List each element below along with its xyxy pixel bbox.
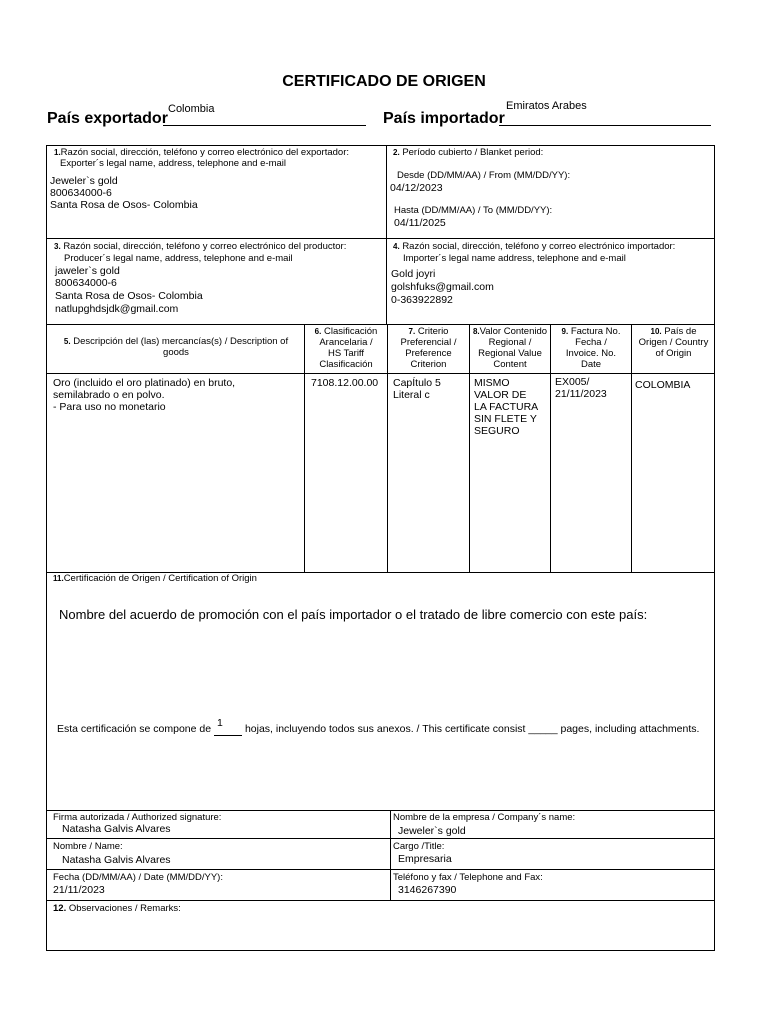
field-4-label [393,241,713,252]
hs-code-value[interactable]: 7108.12.00.00 [311,377,379,389]
title-label: Cargo /Title: [393,841,445,852]
column-label: Descripción del (las) mercancías(s) / Description of goods [73,336,289,358]
field-number: 11. [53,574,64,583]
field-number: 2. [393,148,400,157]
goods-description-line: semilabrado o en polvo. [53,389,165,401]
column-label-text: Valor Contenido [479,326,548,337]
criterion-value[interactable] [393,377,441,401]
company-name-label: Nombre de la empresa / Company´s name: [393,812,576,823]
column-label-line: Regional Value [478,348,542,359]
exporter-address[interactable]: Santa Rosa de Osos- Colombia [50,199,198,211]
column-label-text: País de [664,326,697,337]
column-header-invoice [551,326,631,370]
column-label-text: Criterio [417,326,449,337]
column-label-line: Regional / [488,337,532,348]
producer-id[interactable]: 800634000-6 [55,277,117,289]
column-header-hs-code [305,326,387,370]
invoice-value[interactable] [555,376,607,400]
period-to-value[interactable]: 04/11/2025 [394,217,446,229]
field-12-label-text: Observaciones / Remarks: [68,903,181,914]
divider [46,238,715,239]
field-number: 3. [54,242,61,251]
field-1-label [54,147,384,158]
column-label-line: Fecha / [575,337,607,348]
pages-count-value: 1 [217,717,223,729]
pages-statement [57,717,712,736]
column-header-description [50,336,302,358]
phone-value[interactable]: 3146267390 [398,884,457,896]
column-label-line: of Origin [655,348,692,359]
name-label: Nombre / Name: [53,841,123,852]
column-label-line [632,326,715,337]
field-number: 1. [54,148,61,157]
exporter-country-value[interactable]: Colombia [168,103,215,115]
pages-statement-post: hojas, incluyendo todos sus anexos. / This certificate consist _____ pages, including attachments. [244,723,700,735]
field-11-label [53,573,257,584]
field-1-label-es: Razón social, dirección, teléfono y correo electrónico del exportador: [60,147,349,158]
field-number: 10. [650,327,662,336]
field-11-label-text: Certificación de Origen / Certification of Origin [63,573,257,584]
page-title: CERTIFICADO DE ORIGEN [282,73,486,90]
column-label-line [551,326,631,337]
regional-value-content[interactable] [474,377,538,437]
field-12-label [53,903,181,914]
rvc-line: MISMO [474,377,510,389]
pages-count-field[interactable] [214,717,242,736]
divider [46,373,715,374]
importer-email[interactable]: golshfuks@gmail.com [391,281,494,293]
column-label-line: Arancelaria / [319,337,373,348]
divider [46,324,715,325]
company-name-value[interactable]: Jeweler`s gold [398,825,466,837]
column-header-criterion [388,326,469,370]
divider [390,810,391,900]
column-label-text: Factura No. [570,326,621,337]
country-of-origin-value[interactable]: COLOMBIA [635,379,691,391]
criterion-line: CapÍtulo 5 [393,377,441,389]
rvc-line: SEGURO [474,425,520,437]
divider [46,810,715,811]
period-to-label: Hasta (DD/MM/AA) / To (MM/DD/YY): [394,205,553,216]
date-value[interactable]: 21/11/2023 [53,884,105,896]
field-number: 8. [472,327,480,336]
column-label-line: Origen / Country [638,337,709,348]
field-number: 12. [53,903,67,914]
divider [631,324,632,572]
column-header-country [632,326,715,359]
authorized-signature-value[interactable]: Natasha Galvis Alvares [62,823,171,835]
agreement-label: Nombre del acuerdo de promoción con el país importador o el tratado de libre comercio con este país: [59,607,648,622]
column-label-line [305,326,387,337]
column-label-line: Preference [405,348,452,359]
name-value[interactable]: Natasha Galvis Alvares [62,854,171,866]
column-label-text: Clasificación [323,326,378,337]
invoice-line: 21/11/2023 [555,388,607,400]
divider [46,838,715,839]
field-number: 4. [393,242,400,251]
title-value[interactable]: Empresaria [398,853,452,865]
importer-country-value[interactable]: Emiratos Arabes [506,100,587,112]
rvc-line: VALOR DE [474,389,527,401]
producer-address[interactable]: Santa Rosa de Osos- Colombia [55,290,203,302]
divider [386,145,387,325]
importer-country-line [499,125,711,126]
field-number: 7. [408,327,416,336]
column-label-line [470,326,550,337]
pages-statement-pre: Esta certificación se compone de [57,723,212,735]
importer-phone[interactable]: 0-363922892 [391,294,453,306]
goods-description[interactable] [53,377,303,413]
authorized-signature-label: Firma autorizada / Authorized signature: [53,812,222,823]
remarks-field[interactable] [50,916,710,946]
column-label-line: Content [493,359,527,370]
column-label-line: Clasificación [319,359,373,370]
phone-label: Teléfono y fax / Telephone and Fax: [393,872,543,883]
column-label-line: Invoice. No. [565,348,617,359]
importer-country-label: País importador [383,110,505,127]
exporter-name[interactable]: Jeweler`s gold [50,175,118,187]
field-3-label-es: Razón social, dirección, teléfono y correo electrónico del productor: [63,241,347,252]
invoice-line: EX005/ [555,376,590,388]
field-number: 5. [63,337,71,346]
exporter-id[interactable]: 800634000-6 [50,187,112,199]
goods-description-line: Oro (incluido el oro platinado) en bruto, [53,377,236,389]
column-label-line: Date [580,359,602,370]
field-4-label-en: Importer´s legal name address, telephone and e-mail [403,253,626,264]
field-2-label [393,147,543,158]
divider [46,900,715,901]
exporter-country-line [163,125,366,126]
criterion-line: Literal c [393,389,430,401]
column-label-line: Criterion [410,359,447,370]
importer-name[interactable]: Gold joyri [391,268,436,280]
field-number: 9. [561,327,569,336]
period-from-label: Desde (DD/MM/AA) / From (MM/DD/YY): [397,170,571,181]
field-3-label [54,241,384,252]
field-3-label-en: Producer´s legal name, address, telephone and e-mail [64,253,293,264]
field-number: 6. [314,327,322,336]
column-label-line [388,326,469,337]
rvc-line: SIN FLETE Y [474,413,537,425]
goods-description-line: - Para uso no monetario [53,401,166,413]
producer-name[interactable]: jaweler`s gold [55,265,120,277]
exporter-country-label: País exportador [47,110,168,127]
field-1-label-en: Exporter´s legal name, address, telephone and e-mail [60,158,287,169]
date-label: Fecha (DD/MM/AA) / Date (MM/DD/YY): [53,872,223,883]
period-from-value[interactable]: 04/12/2023 [390,182,443,194]
column-header-regional-value [470,326,550,370]
producer-email[interactable]: natlupghdsjdk@gmail.com [55,303,179,315]
rvc-line: LA FACTURA [474,401,539,413]
divider [46,869,715,870]
field-2-label-text: Período cubierto / Blanket period: [402,147,544,158]
column-label-line: HS Tariff [327,348,365,359]
field-4-label-es: Razón social, dirección, teléfono y correo electrónico importador: [402,241,676,252]
column-label-line: Preferencial / [400,337,457,348]
